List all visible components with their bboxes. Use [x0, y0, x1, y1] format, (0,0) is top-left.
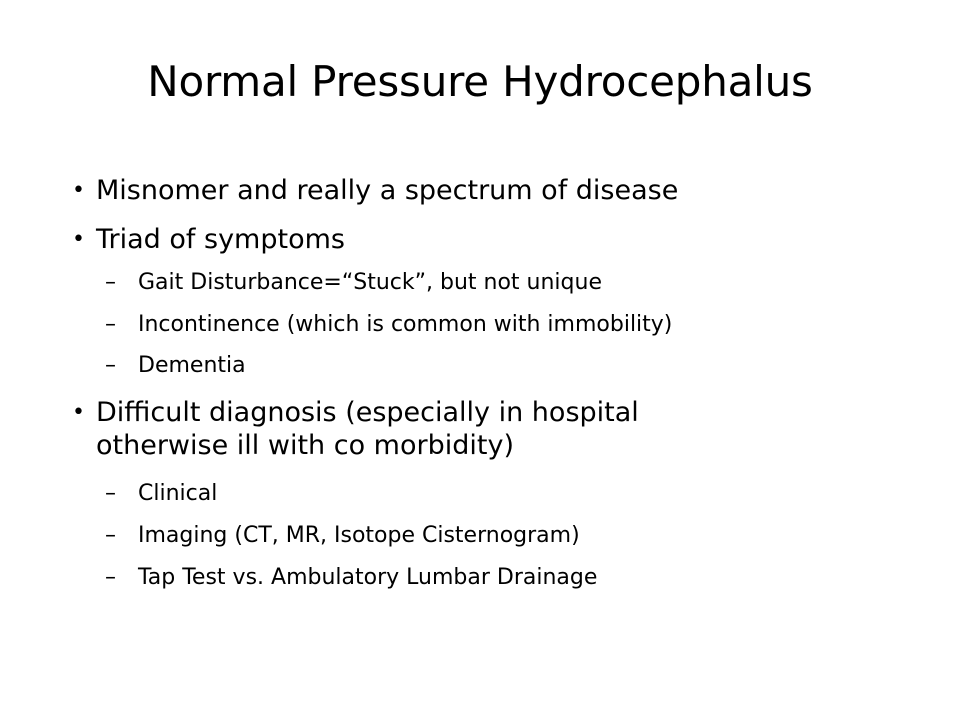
sub-list-item	[105, 481, 218, 507]
sub-list-item	[105, 523, 580, 549]
list-item	[72, 397, 639, 429]
sub-list-item	[105, 353, 246, 379]
list-item	[72, 224, 345, 256]
dash-icon: –	[105, 565, 116, 590]
sub-list-item-text: Tap Test vs. Ambulatory Lumbar Drainage	[138, 565, 598, 590]
sub-list-item-text: Imaging (CT, MR, Isotope Cisternogram)	[138, 523, 580, 548]
bullet-icon: •	[72, 400, 85, 425]
bullet-icon: •	[72, 178, 85, 203]
dash-icon: –	[105, 353, 116, 378]
list-item-text: Triad of symptoms	[96, 224, 345, 255]
bullet-icon: •	[72, 227, 85, 252]
list-item-text: otherwise ill with co morbidity)	[96, 430, 514, 461]
sub-list-item	[105, 312, 673, 338]
slide-title: Normal Pressure Hydrocephalus	[147, 57, 813, 106]
dash-icon: –	[105, 312, 116, 337]
dash-icon: –	[105, 523, 116, 548]
sub-list-item-text: Dementia	[138, 353, 246, 378]
list-item-continuation	[96, 430, 514, 462]
sub-list-item	[105, 270, 602, 296]
list-item-text: Misnomer and really a spectrum of disease	[96, 175, 679, 206]
sub-list-item-text: Gait Disturbance=“Stuck”, but not unique	[138, 270, 602, 295]
list-item-text: Difficult diagnosis (especially in hospital	[96, 397, 639, 428]
dash-icon: –	[105, 270, 116, 295]
dash-icon: –	[105, 481, 116, 506]
list-item	[72, 175, 679, 207]
sub-list-item-text: Incontinence (which is common with immobility)	[138, 312, 673, 337]
sub-list-item	[105, 565, 598, 591]
sub-list-item-text: Clinical	[138, 481, 218, 506]
